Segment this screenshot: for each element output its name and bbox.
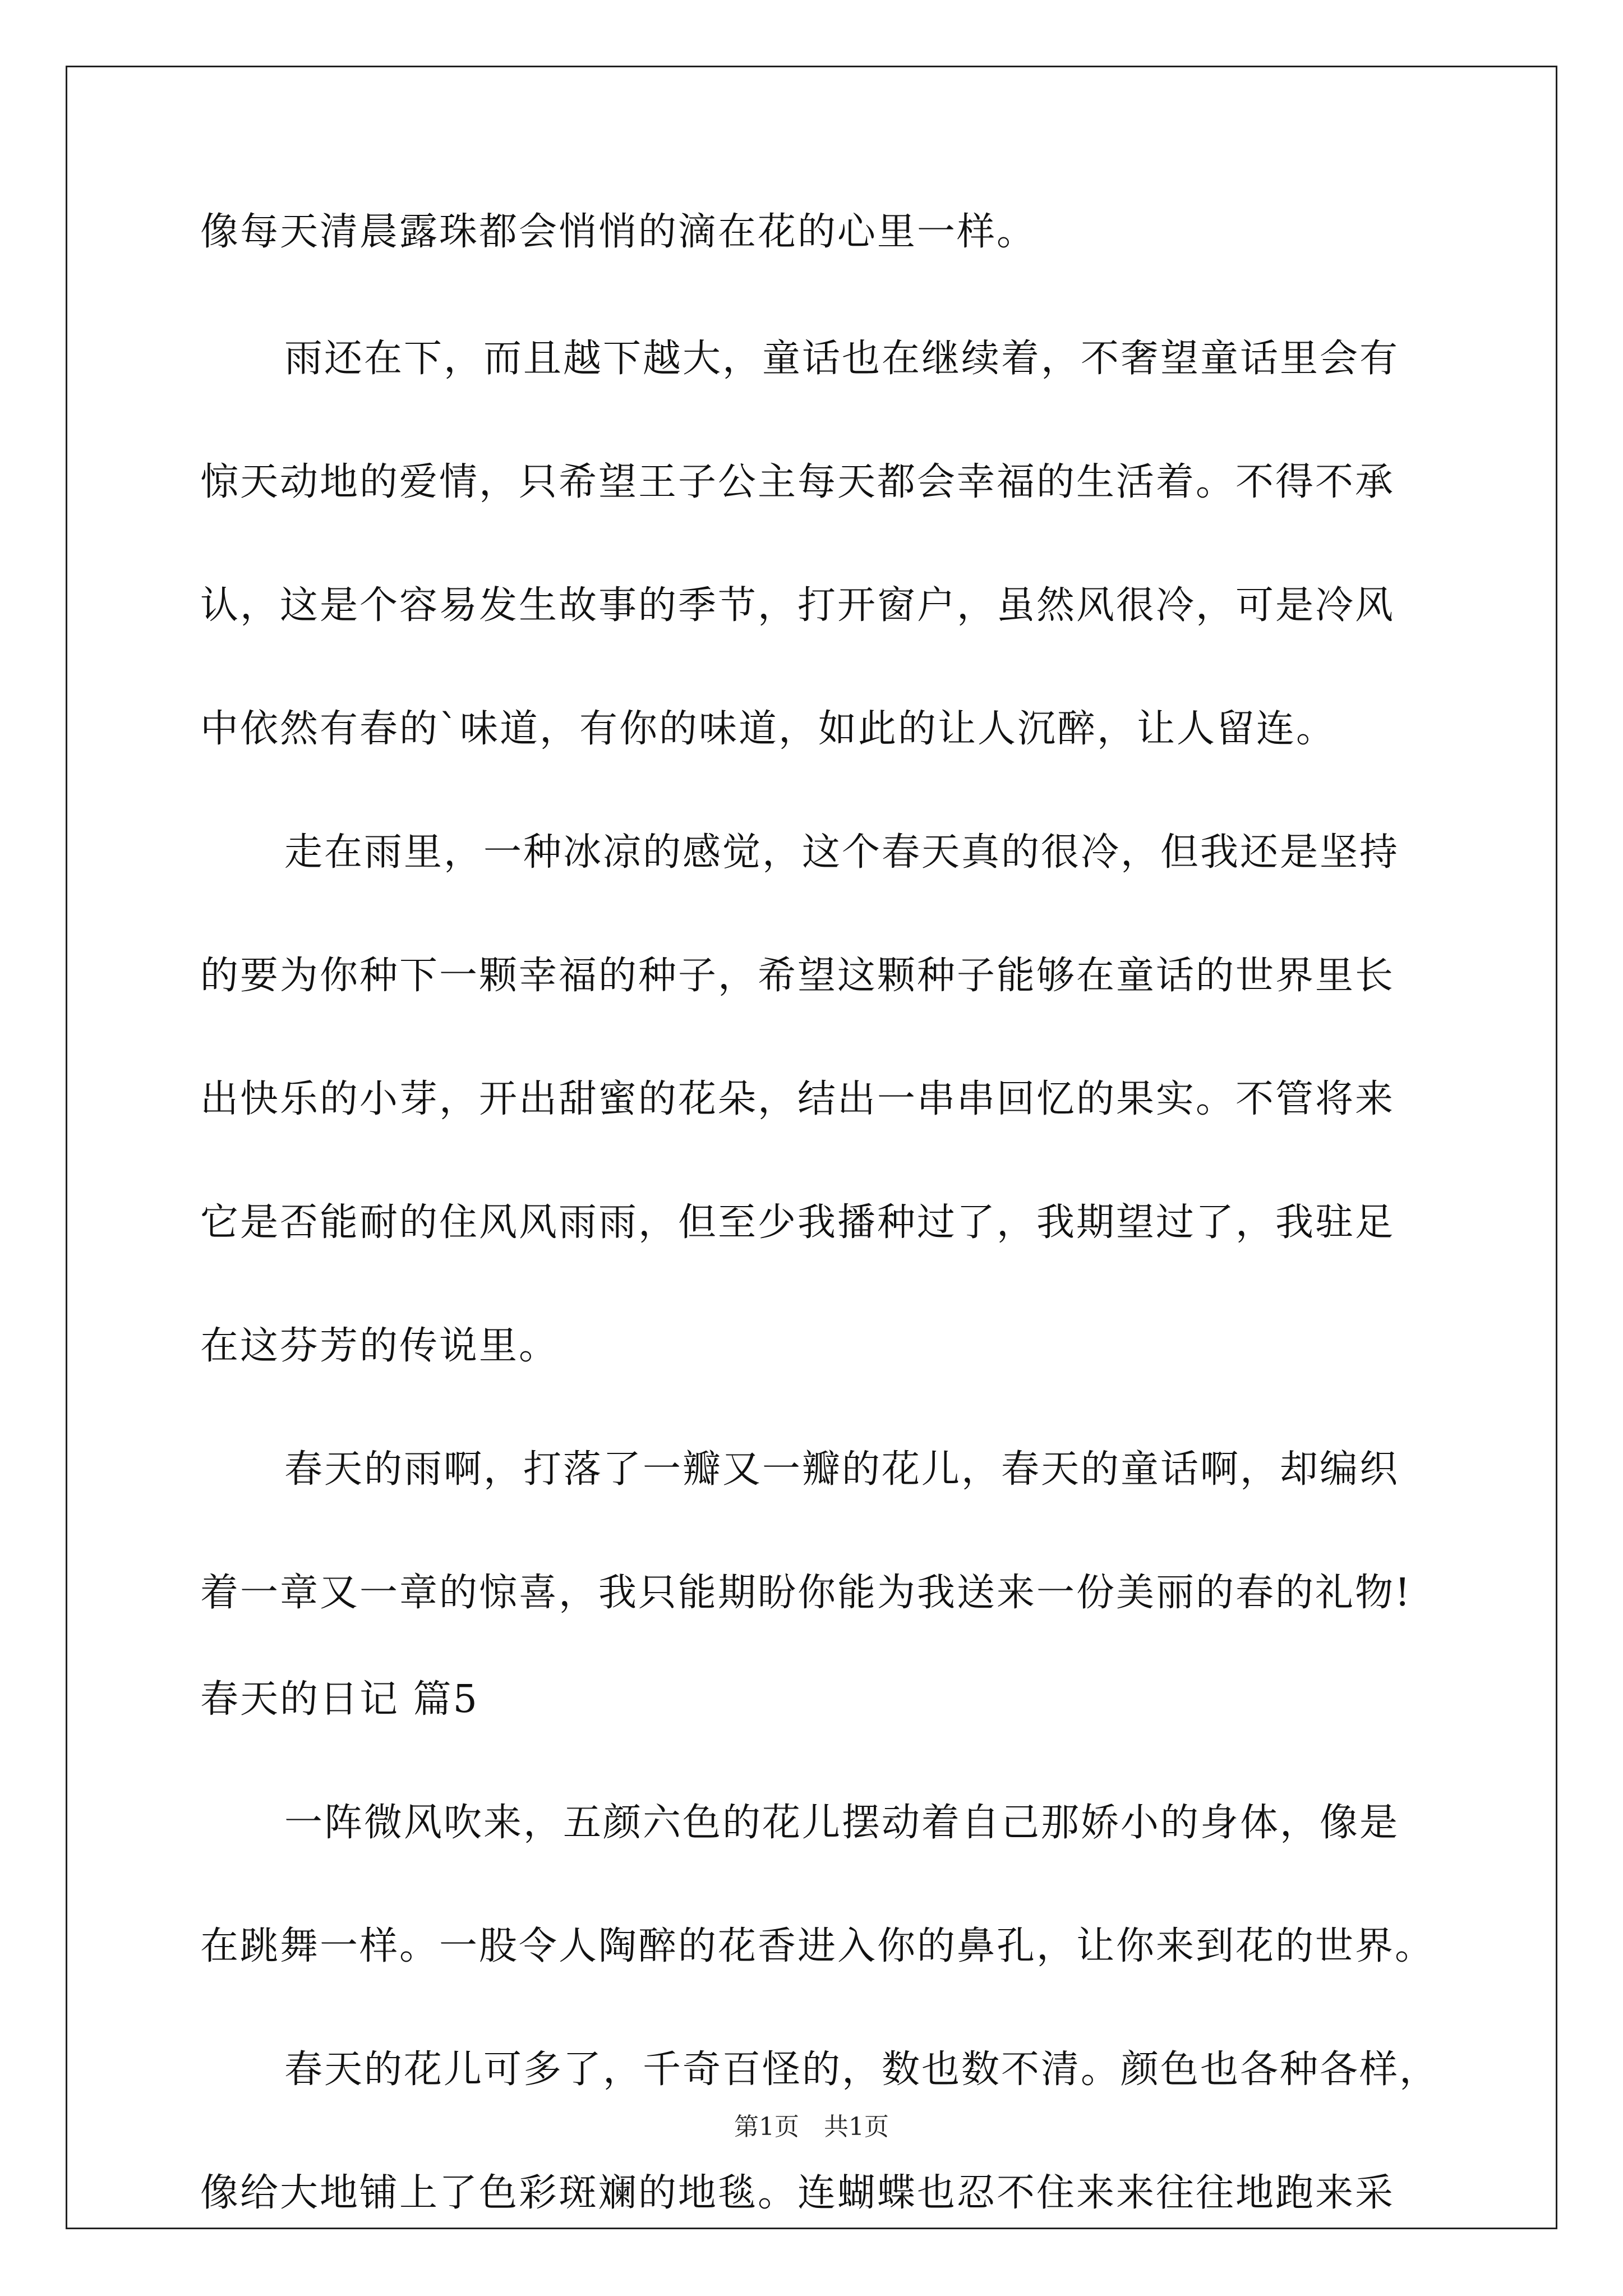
text-line: 春天的雨啊，打落了一瓣又一瓣的花儿，春天的童话啊，却编织: [284, 1447, 1400, 1492]
text-line: 像每天清晨露珠都会悄悄的滴在花的心里一样。: [200, 210, 1037, 254]
text-line: 它是否能耐的住风风雨雨，但至少我播种过了，我期望过了，我驻足: [200, 1200, 1395, 1245]
text-line: 像给大地铺上了色彩斑斓的地毯。连蝴蝶也忍不住来来往往地跑来采: [200, 2171, 1395, 2215]
text-line: 中依然有春的`味道，有你的味道，如此的让人沉醉，让人留连。: [200, 707, 1336, 751]
text-line: 走在雨里，一种冰凉的感觉，这个春天真的很冷，但我还是坚持: [284, 830, 1400, 875]
section-heading: 春天的日记 篇5: [200, 1677, 479, 1722]
text-line: 在跳舞一样。一股令人陶醉的花香进入你的鼻孔，让你来到花的世界。: [200, 1924, 1435, 1968]
text-line: 的要为你种下一颗幸福的种子，希望这颗种子能够在童话的世界里长: [200, 954, 1395, 998]
text-line: 惊天动地的爱情，只希望王子公主每天都会幸福的生活着。不得不承: [200, 460, 1395, 504]
text-line: 着一章又一章的惊喜，我只能期盼你能为我送来一份美丽的春的礼物!: [200, 1571, 1412, 1615]
text-line: 认，这是个容易发生故事的季节，打开窗户，虽然风很冷，可是冷风: [200, 583, 1395, 628]
text-line: 一阵微风吹来，五颜六色的花儿摆动着自己那娇小的身体，像是: [284, 1801, 1400, 1845]
page-frame: [66, 66, 1557, 2229]
text-line: 出快乐的小芽，开出甜蜜的花朵，结出一串串回忆的果实。不管将来: [200, 1077, 1395, 1121]
page-footer: 第1页 共1页: [734, 2113, 889, 2141]
text-line: 雨还在下，而且越下越大，童话也在继续着，不奢望童话里会有: [284, 337, 1400, 381]
text-line: 春天的花儿可多了，千奇百怪的，数也数不清。颜色也各种各样，: [284, 2047, 1440, 2092]
text-line: 在这芬芳的传说里。: [200, 1324, 559, 1368]
